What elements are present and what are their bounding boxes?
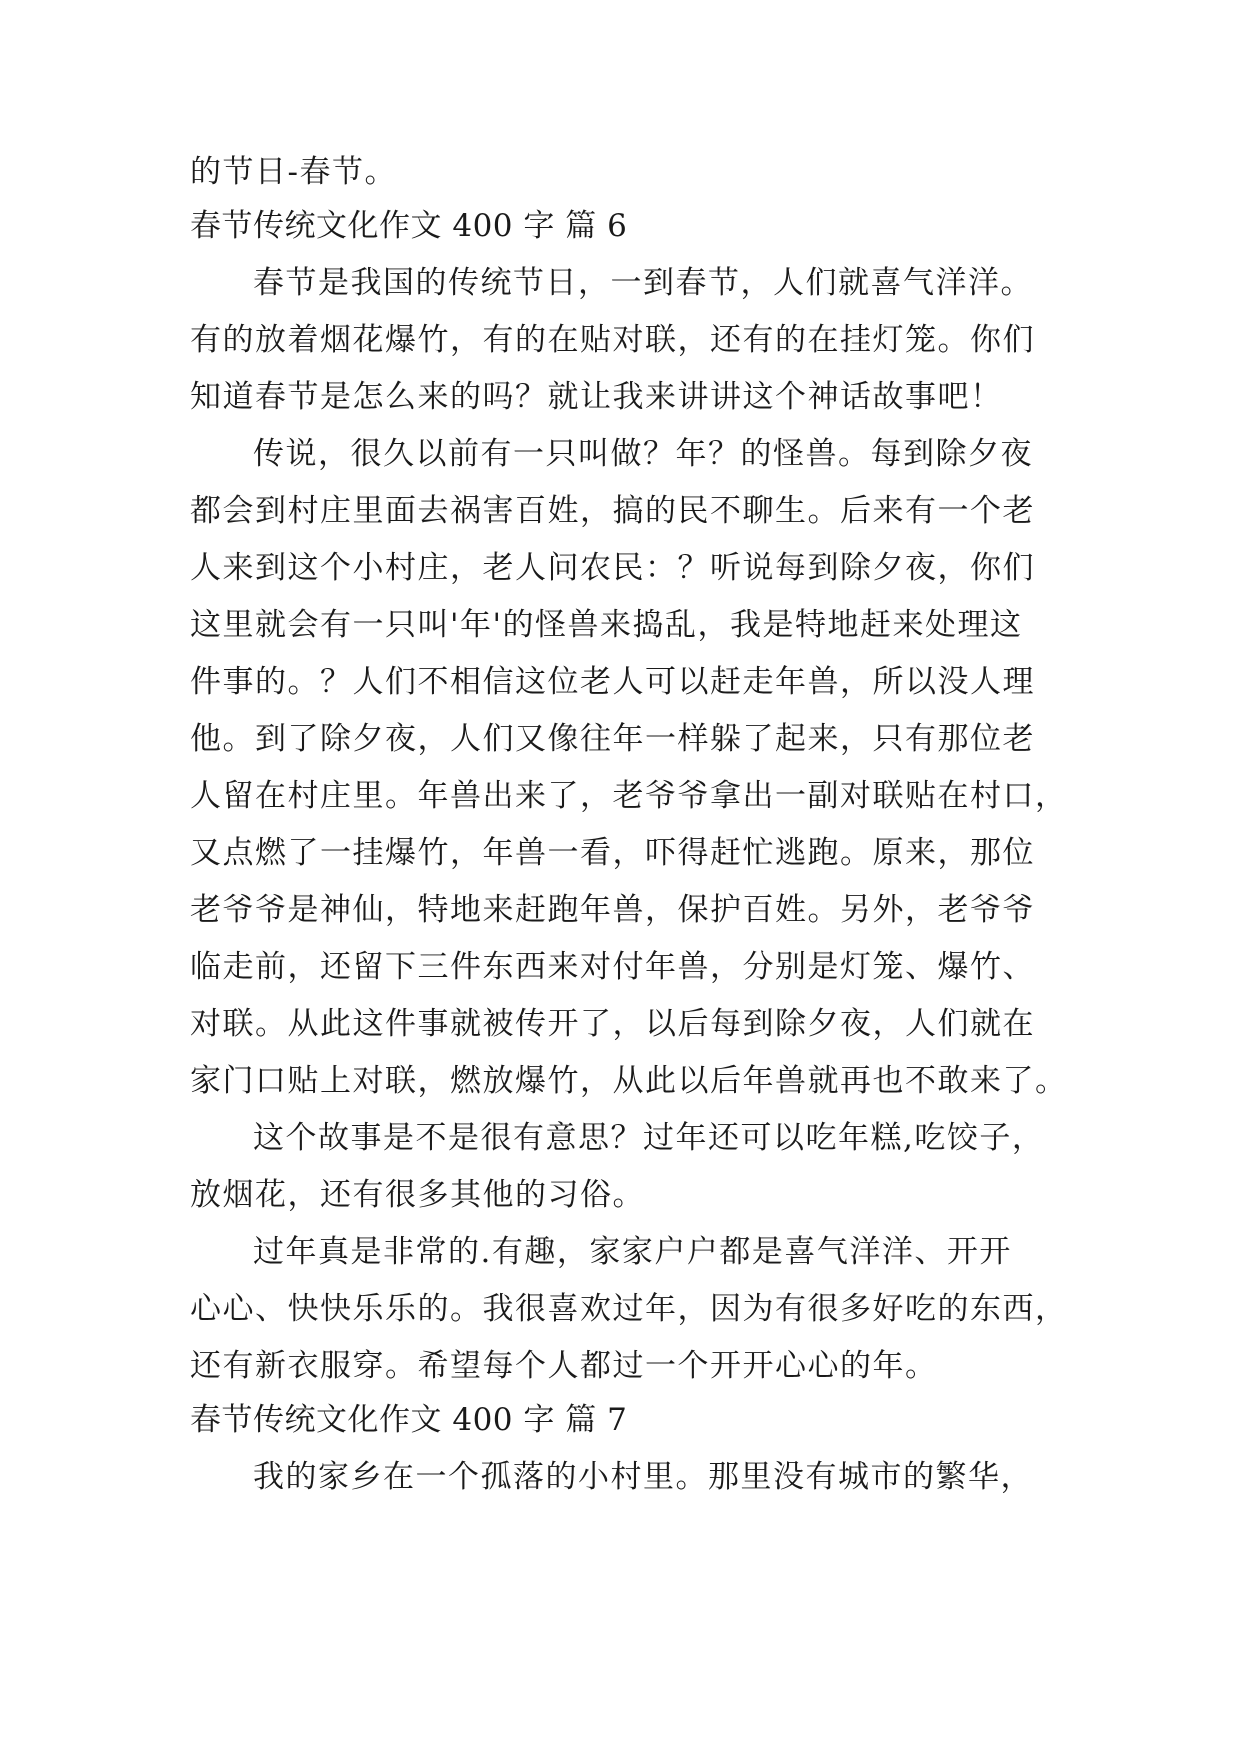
text-line: 临走前，还留下三件东西来对付年兽，分别是灯笼、爆竹、 bbox=[190, 949, 1035, 985]
text-line: 的节日-春节。 bbox=[190, 154, 397, 190]
text-line: 还有新衣服穿。希望每个人都过一个开开心心的年。 bbox=[190, 1348, 938, 1384]
text-line: 又点燃了一挂爆竹，年兽一看，吓得赶忙逃跑。原来，那位 bbox=[190, 835, 1035, 871]
text-line: 有的放着烟花爆竹，有的在贴对联，还有的在挂灯笼。你们 bbox=[190, 322, 1035, 358]
text-line: 都会到村庄里面去祸害百姓，搞的民不聊生。后来有一个老 bbox=[190, 493, 1035, 529]
text-line: 人来到这个小村庄，老人问农民：？听说每到除夕夜，你们 bbox=[190, 550, 1035, 586]
paragraph-first-line: 传说，很久以前有一只叫做？年？的怪兽。每到除夕夜 bbox=[253, 436, 1033, 472]
text-line: 老爷爷是神仙，特地来赶跑年兽，保护百姓。另外，老爷爷 bbox=[190, 892, 1035, 928]
text-line: 家门口贴上对联，燃放爆竹，从此以后年兽就再也不敢来了。 bbox=[190, 1063, 1068, 1099]
paragraph-first-line: 春节是我国的传统节日，一到春节，人们就喜气洋洋。 bbox=[253, 265, 1033, 301]
paragraph-first-line: 过年真是非常的.有趣，家家户户都是喜气洋洋、开开 bbox=[253, 1234, 1012, 1270]
paragraph-first-line: 我的家乡在一个孤落的小村里。那里没有城市的繁华， bbox=[253, 1459, 1033, 1495]
text-line: 心心、快快乐乐的。我很喜欢过年，因为有很多好吃的东西， bbox=[190, 1291, 1068, 1327]
text-line: 件事的。？人们不相信这位老人可以赶走年兽，所以没人理 bbox=[190, 664, 1035, 700]
paragraph-first-line: 这个故事是不是很有意思？过年还可以吃年糕,吃饺子， bbox=[253, 1120, 1045, 1156]
text-line: 人留在村庄里。年兽出来了，老爷爷拿出一副对联贴在村口， bbox=[190, 778, 1068, 814]
text-line: 对联。从此这件事就被传开了，以后每到除夕夜，人们就在 bbox=[190, 1006, 1035, 1042]
text-line: 这里就会有一只叫'年'的怪兽来捣乱，我是特地赶来处理这 bbox=[190, 607, 1023, 643]
text-line: 放烟花，还有很多其他的习俗。 bbox=[190, 1177, 645, 1213]
section-heading: 春节传统文化作文 400 字 篇 7 bbox=[190, 1402, 628, 1438]
text-line: 知道春节是怎么来的吗？就让我来讲讲这个神话故事吧！ bbox=[190, 379, 1003, 415]
text-line: 他。到了除夕夜，人们又像往年一样躲了起来，只有那位老 bbox=[190, 721, 1035, 757]
section-heading: 春节传统文化作文 400 字 篇 6 bbox=[190, 208, 628, 244]
